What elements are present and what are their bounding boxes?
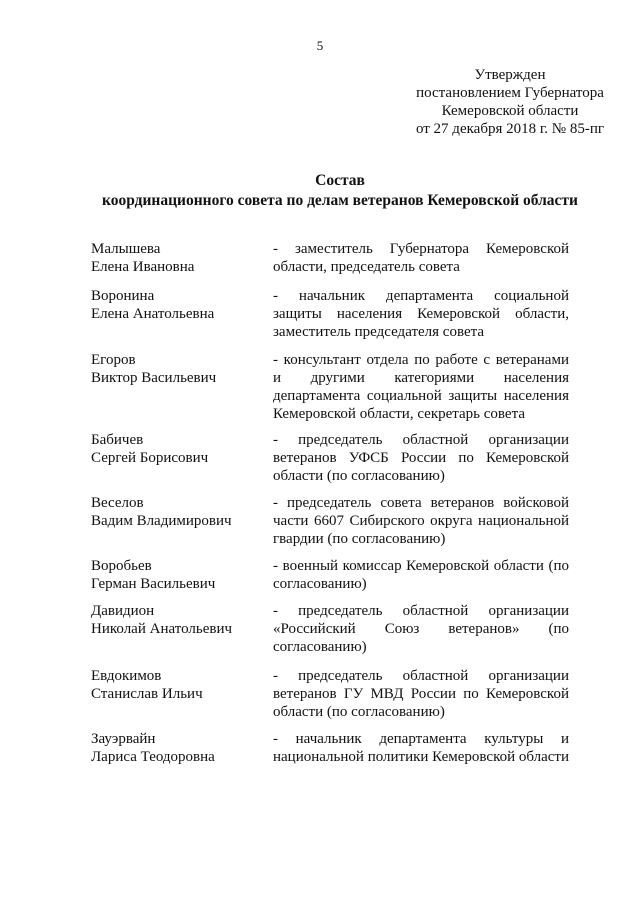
member-surname: Давидион [91,603,155,619]
member-given-names: Лариса Теодоровна [91,749,215,765]
member-surname: Малышева [91,241,161,257]
member-role: - начальник департамента культуры и национальной политики Кемеровской области [273,731,570,765]
member-given-names: Вадим Владимирович [91,513,232,529]
member-role: - консультант отдела по работе с ветеранами и другими категориями населения департамента социальной защиты населения Кемеровской области, секретарь совета [273,352,569,422]
member-surname: Евдокимов [91,668,162,684]
member-role: - председатель областной организации «Российский Союз ветеранов» (по согласованию) [273,603,569,655]
member-given-names: Николай Анатольевич [91,621,233,637]
member-name [91,287,261,323]
member-surname: Веселов [91,495,144,511]
member-given-names: Виктор Васильевич [91,370,217,386]
member-name [91,557,261,593]
member-given-names: Елена Ивановна [91,259,195,275]
approval-line: Кемеровской области [441,103,579,119]
member-given-names: Станислав Ильич [91,686,203,702]
member-given-names: Сергей Борисович [91,450,209,466]
member-given-names: Елена Анатольевна [91,306,215,322]
approval-line: Утвержден [474,67,546,83]
approval-line: постановлением Губернатора [416,85,604,101]
member-given-names: Герман Васильевич [91,576,216,592]
member-surname: Бабичев [91,432,144,448]
document-title [60,171,620,211]
member-role: - военный комиссар Кемеровской области (по согласованию) [273,558,569,592]
approval-stamp [405,66,615,138]
member-name [91,494,261,530]
member-name [91,431,261,467]
member-role: - начальник департамента социальной защиты населения Кемеровской области, заместитель председателя совета [273,288,569,340]
member-name [91,730,261,766]
member-role: - председатель областной организации ветеранов УФСБ России по Кемеровской области (по согласованию) [273,432,569,484]
approval-line: от 27 декабря 2018 г. № 85-пг [415,121,605,137]
member-name [91,240,261,276]
title-heading: Состав [315,172,365,189]
member-role: - председатель областной организации ветеранов ГУ МВД России по Кемеровской области (по согласованию) [273,668,569,720]
member-name [91,351,261,387]
member-surname: Зауэрвайн [91,731,156,747]
page-number: 5 [316,38,324,53]
member-role: - заместитель Губернатора Кемеровской области, председатель совета [273,241,569,275]
member-surname: Воробьев [91,558,152,574]
member-surname: Егоров [91,352,136,368]
member-surname: Воронина [91,288,155,304]
member-name [91,667,261,703]
member-role: - председатель совета ветеранов войсковой части 6607 Сибирского округа национальной гвардии (по согласованию) [273,495,569,547]
member-name [91,602,261,638]
title-subheading: координационного совета по делам ветеранов Кемеровской области [102,192,578,209]
